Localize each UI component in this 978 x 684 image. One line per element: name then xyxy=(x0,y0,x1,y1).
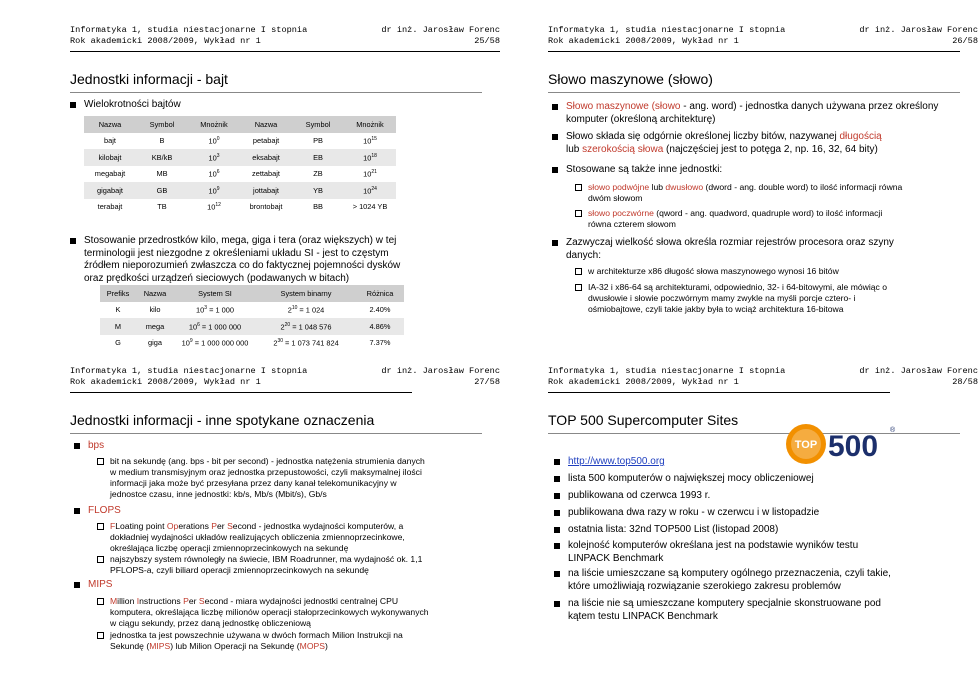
power-base: 2 xyxy=(273,338,278,348)
power-base: 2 xyxy=(287,305,292,315)
table-cell: PB xyxy=(313,136,323,146)
academic-year: Rok akademicki 2008/2009, Wykład nr 1 xyxy=(70,377,261,387)
logo-500-text: 500 xyxy=(828,430,879,463)
table-row xyxy=(100,302,404,319)
slide-header xyxy=(70,366,500,402)
bullet: Zazwyczaj wielkość słowa określa rozmiar rejestrów procesora oraz szyny danych: xyxy=(566,237,906,262)
si-value: = 1 000 xyxy=(207,305,234,315)
table-row xyxy=(100,318,404,335)
header-rule xyxy=(548,392,890,393)
power-exponent: 10 xyxy=(291,305,298,312)
page-number: 27/58 xyxy=(474,377,500,387)
highlight: P xyxy=(183,596,189,606)
top500-link[interactable]: http://www.top500.org xyxy=(568,456,665,467)
title-rule xyxy=(70,92,482,93)
power-exponent: 15 xyxy=(371,136,377,143)
bullet xyxy=(568,456,665,469)
highlight: S xyxy=(227,521,233,531)
table-header-row xyxy=(100,285,404,302)
power-exponent: 3 xyxy=(204,305,208,312)
power-base: 10 xyxy=(196,305,205,315)
sub-bullet: IA-32 i x86-64 są architekturami, odpowiednio, 32- i 64-bitowymi, ale mówiąc o dwusłowie i słowie poczwórnym mamy zwykle na myśli porcje cztero- i ośmiobajtowe, czyli takie jakby była to wciąż architektura 16-bitowa xyxy=(588,282,908,315)
highlight: słowo podwójne xyxy=(588,182,650,192)
table-cell: giga xyxy=(148,338,162,348)
table-cell: K xyxy=(115,305,121,315)
power-base: 10 xyxy=(208,169,217,179)
bullet-text: erations xyxy=(178,521,212,531)
binary-value: = 1 073 741 824 xyxy=(283,338,339,348)
bullet-text: (qword - ang. quadword, quadruple word) to ilość informacji równa czterem słowom xyxy=(588,208,883,229)
bullet: MIPS xyxy=(88,579,113,590)
page-number: 25/58 xyxy=(474,36,500,46)
bullet xyxy=(566,101,946,126)
table-cell: KB/kB xyxy=(136,149,188,166)
sub-bullet xyxy=(110,630,420,652)
table-cell: kilo xyxy=(149,305,161,315)
table-cell: 4.86% xyxy=(356,318,404,335)
sub-bullet xyxy=(588,208,908,230)
bullet: lista 500 komputerów o największej mocy obliczeniowej xyxy=(568,473,918,486)
slide-26 xyxy=(548,25,978,335)
power-base: 10 xyxy=(363,136,372,146)
table-header: Symbol xyxy=(136,116,188,133)
table-header: Mnożnik xyxy=(188,116,240,133)
author: dr inż. Jarosław Forenc xyxy=(381,366,500,376)
bullet-text: nstructions xyxy=(139,596,184,606)
table-row xyxy=(84,166,396,183)
bullet: Wielokrotności bajtów xyxy=(84,99,484,112)
bullet-text: er xyxy=(188,596,199,606)
power-exponent: 3 xyxy=(216,152,220,159)
bullet: FLOPS xyxy=(88,505,121,516)
table-header: Prefiks xyxy=(100,285,136,302)
table-cell: 7.37% xyxy=(369,338,391,348)
header-rule xyxy=(548,51,960,52)
highlight: MIPS xyxy=(149,641,171,651)
table-cell: YB xyxy=(292,182,344,199)
page-number: 26/58 xyxy=(952,36,978,46)
power-base: 2 xyxy=(280,321,285,331)
highlight: S xyxy=(198,596,205,606)
bullet: Stosowane są także inne jednostki: xyxy=(566,164,946,177)
power-exponent: 0 xyxy=(216,136,220,143)
header-rule xyxy=(70,392,412,393)
bullet xyxy=(566,131,946,156)
bullet-text: - ang. word) - jednostka danych używana przez określony komputer (określoną architekturę) xyxy=(566,101,939,125)
prefix-table xyxy=(100,285,404,351)
table-cell xyxy=(188,182,240,199)
table-header: Mnożnik xyxy=(344,116,396,133)
sub-bullet xyxy=(110,521,430,554)
table-cell: brontobajt xyxy=(249,202,283,212)
bullet-text: econd - miara wydajności jednostki centralnej CPU komputera, określająca liczbę milionów operacji stałoprzecinkowych wykonywanych w ciągu sekundy, przez daną jednostkę obliczeniową xyxy=(110,596,429,628)
highlight: I xyxy=(136,596,140,606)
table-cell: mega xyxy=(136,318,174,335)
course-name: Informatyka 1, studia niestacjonarne I stopnia xyxy=(70,366,308,376)
table-cell xyxy=(256,318,356,335)
table-cell xyxy=(344,182,396,199)
binary-value: = 1 024 xyxy=(297,305,325,315)
table-header: System binarny xyxy=(256,285,356,302)
power-base: 10 xyxy=(363,185,372,195)
byte-multiples-table xyxy=(84,116,396,215)
slide-header xyxy=(70,25,500,61)
sub-bullet xyxy=(110,596,430,629)
table-cell: petabajt xyxy=(252,136,280,146)
table-row xyxy=(84,149,396,166)
table-row xyxy=(100,335,404,352)
course-name: Informatyka 1, studia niestacjonarne I stopnia xyxy=(548,25,786,35)
table-row xyxy=(84,133,396,150)
table-cell xyxy=(174,302,256,319)
bullet-text: er xyxy=(217,521,228,531)
slide-header xyxy=(548,25,978,61)
power-exponent: 9 xyxy=(216,185,220,192)
table-cell: G xyxy=(115,338,121,348)
title-rule xyxy=(548,92,960,93)
si-value: = 1 000 000 000 xyxy=(192,338,249,348)
slide-header xyxy=(548,366,978,402)
slide-title: Jednostki informacji - bajt xyxy=(70,71,228,87)
power-exponent: 30 xyxy=(277,338,283,345)
power-exponent: 24 xyxy=(371,185,377,192)
bullet-text: illion xyxy=(117,596,137,606)
course-name: Informatyka 1, studia niestacjonarne I stopnia xyxy=(70,25,308,35)
highlight: P xyxy=(211,521,218,531)
bullet-text: (dword - ang. double word) to ilość informacji równa dwóm słowom xyxy=(588,182,903,203)
table-cell xyxy=(188,166,240,183)
sub-bullet: najszybszy system równoległy na świecie, IBM Roadrunner, ma wydajność ok. 1,1 PFLOPS-a, czyli biliard operacji zmiennoprzecinkowych na sekundę xyxy=(110,554,430,576)
bullet-text: (najczęściej jest to potęga 2, np. 16, 32, 64 bity) xyxy=(663,143,878,155)
table-cell xyxy=(344,133,396,150)
bullet-text: ) lub Milion Operacji na Sekundę ( xyxy=(170,641,300,651)
academic-year: Rok akademicki 2008/2009, Wykład nr 1 xyxy=(548,377,739,387)
bullet-text: ) xyxy=(324,641,328,651)
bullet: publikowana dwa razy w roku - w czerwcu i w listopadzie xyxy=(568,507,918,520)
table-cell: gigabajt xyxy=(84,182,136,199)
slide-25 xyxy=(70,25,500,348)
highlight: słowo poczwórne xyxy=(588,208,654,218)
table-cell: BB xyxy=(313,202,323,212)
highlight: M xyxy=(110,596,118,606)
table-cell: 2.40% xyxy=(369,305,391,315)
table-cell: MB xyxy=(156,169,168,179)
table-cell: kilobajt xyxy=(84,149,136,166)
table-header: Nazwa xyxy=(240,116,292,133)
sub-bullet: bit na sekundę (ang. bps - bit per second) - jednostka natężenia strumienia danych w medium transmisyjnym oraz jednostka przepustowości, czyli maksymalnej ilości informacji jaka może być przesyłana przez dany kanał telekomunikacyjny w jednostce czasu, inne jednostki: kb/s, Mb/s (Mbit/s), Gb/s xyxy=(110,456,430,500)
power-base: 10 xyxy=(188,321,198,331)
table-cell xyxy=(188,133,240,150)
title-rule xyxy=(548,433,960,434)
highlight: dwusłowo xyxy=(665,182,704,192)
power-exponent: 18 xyxy=(371,152,377,159)
table-cell xyxy=(188,149,240,166)
highlight: Słowo maszynowe (słowo xyxy=(566,101,681,112)
slide-title: Słowo maszynowe (słowo) xyxy=(548,71,713,87)
power-base: 10 xyxy=(208,185,217,195)
bullet: publikowana od czerwca 1993 r. xyxy=(568,490,918,503)
bullet-text: lub xyxy=(566,143,583,155)
power-exponent: 12 xyxy=(215,202,221,209)
table-cell: zettabajt xyxy=(252,169,280,179)
author: dr inż. Jarosław Forenc xyxy=(859,366,978,376)
registered-mark: ® xyxy=(890,427,896,434)
logo-top-text: TOP xyxy=(794,439,818,451)
power-base: 10 xyxy=(207,202,216,212)
table-cell: B xyxy=(159,136,165,146)
bullet: ostatnia lista: 32nd TOP500 List (listopad 2008) xyxy=(568,524,918,537)
table-cell: terabajt xyxy=(97,202,123,212)
table-cell xyxy=(256,302,356,319)
power-base: 10 xyxy=(208,152,217,162)
power-exponent: 21 xyxy=(371,169,377,176)
table-cell xyxy=(174,318,256,335)
power-base: 10 xyxy=(181,338,190,348)
bullet-text: Loating point xyxy=(115,521,167,531)
slide-title: TOP 500 Supercomputer Sites xyxy=(548,412,739,428)
academic-year: Rok akademicki 2008/2009, Wykład nr 1 xyxy=(548,36,739,46)
binary-value: = 1 048 576 xyxy=(290,321,332,331)
table-cell: ZB xyxy=(313,169,323,179)
academic-year: Rok akademicki 2008/2009, Wykład nr 1 xyxy=(70,36,261,46)
slide-28 xyxy=(548,366,978,676)
table-cell xyxy=(256,335,356,352)
power-exponent: 6 xyxy=(216,169,220,176)
table-cell: GB xyxy=(136,182,188,199)
bullet: na liście nie są umieszczane komputery specjalnie skonstruowane pod kątem testu LINPACK Benchmark xyxy=(568,598,898,623)
author: dr inż. Jarosław Forenc xyxy=(381,25,500,35)
power-base: 10 xyxy=(208,136,217,146)
slide-27 xyxy=(70,366,500,676)
table-header: System SI xyxy=(174,285,256,302)
power-exponent: 6 xyxy=(197,321,200,328)
author: dr inż. Jarosław Forenc xyxy=(859,25,978,35)
highlight: szerokością słowa xyxy=(582,143,664,155)
highlight: długością xyxy=(839,131,882,142)
page-number: 28/58 xyxy=(952,377,978,387)
bullet-text: lub xyxy=(649,182,666,192)
power-base: 10 xyxy=(363,169,372,179)
table-cell: eksabajt xyxy=(240,149,292,166)
table-cell xyxy=(188,199,240,216)
slide-title: Jednostki informacji - inne spotykane oznaczenia xyxy=(70,412,375,428)
table-cell xyxy=(344,149,396,166)
power-exponent: 20 xyxy=(284,321,291,328)
table-cell: jottabajt xyxy=(240,182,292,199)
title-rule xyxy=(70,433,482,434)
table-cell: EB xyxy=(292,149,344,166)
bullet: kolejność komputerów określana jest na podstawie wyników testu LINPACK Benchmark xyxy=(568,540,898,565)
header-rule xyxy=(70,51,500,52)
bullet: bps xyxy=(88,440,105,451)
power-base: 10 xyxy=(363,152,372,162)
table-row xyxy=(84,199,396,216)
table-header-row xyxy=(84,116,396,133)
table-cell: > 1024 YB xyxy=(352,202,388,212)
table-cell xyxy=(174,335,256,352)
table-header: Symbol xyxy=(292,116,344,133)
power-exponent: 9 xyxy=(189,338,193,345)
table-cell: M xyxy=(100,318,136,335)
course-name: Informatyka 1, studia niestacjonarne I stopnia xyxy=(548,366,786,376)
bullet-text: econd - jednostka wydajności komputerów, a dokładniej wydajności układów realizujących obliczenia zmiennoprzecinkowe, określająca liczbę operacji zmiennoprzecinkowych na sekundę xyxy=(110,521,405,553)
table-row xyxy=(84,182,396,199)
table-header: Nazwa xyxy=(84,116,136,133)
sub-bullet: w architekturze x86 długość słowa maszynowego wynosi 16 bitów xyxy=(588,266,918,277)
bullet: na liście umieszczane są komputery ogólnego przeznaczenia, czyli takie, które umożliwiają rozwiązanie szerokiego zakresu problemów xyxy=(568,568,898,593)
top500-logo xyxy=(786,422,896,466)
table-header: Różnica xyxy=(356,285,404,302)
table-cell xyxy=(344,166,396,183)
bullet-text: Słowo składa się odgórnie określonej liczby bitów, nazywanej xyxy=(566,131,840,142)
sub-bullet xyxy=(588,182,908,204)
highlight: Op xyxy=(166,521,179,531)
bullet-text: jednostka ta jest powszechnie używana w dwóch formach Milion Instrukcji na Sekundę ( xyxy=(110,630,403,651)
table-cell: megabajt xyxy=(94,169,126,179)
si-value: = 1 000 000 xyxy=(199,321,242,331)
highlight: F xyxy=(110,521,116,531)
table-cell: TB xyxy=(157,202,167,212)
bullet: Stosowanie przedrostków kilo, mega, giga i tera (oraz większych) w tej terminologii jest niezgodne z określeniami układu SI - jest to częstym źródłem nieporozumień zwłaszcza co do faktycznej pojemności dysków oraz prędkości urządzeń sieciowych (podawanych w bitach) xyxy=(84,235,414,285)
highlight: MOPS xyxy=(299,641,325,651)
table-header: Nazwa xyxy=(136,285,174,302)
table-cell: bajt xyxy=(104,136,116,146)
